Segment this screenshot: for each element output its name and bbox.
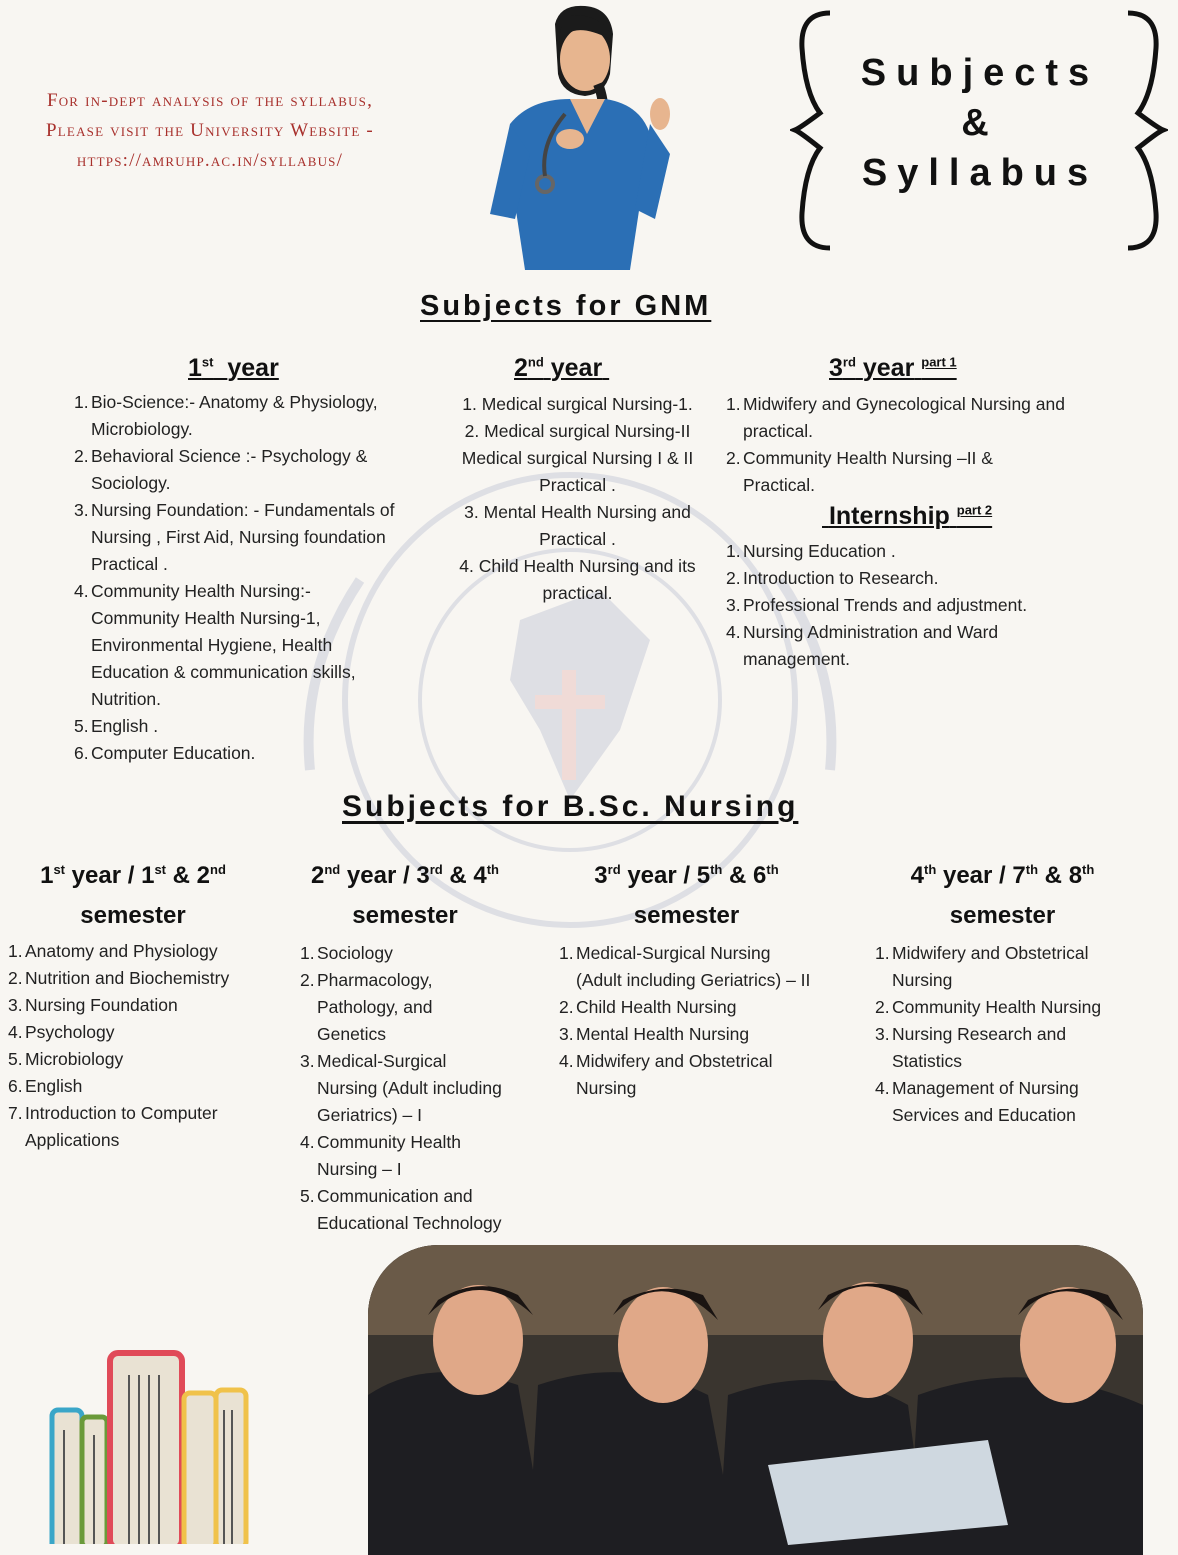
- gnm-year1-list: [74, 389, 419, 767]
- gnm-year1-heading: [188, 354, 279, 383]
- list-item: 3. Nursing Research and Statistics: [875, 1024, 1067, 1071]
- list-item: 1. Midwifery and Obstetrical Nursing: [875, 943, 1089, 990]
- list-item: 2. Pharmacology, Pathology, and Genetics: [300, 970, 433, 1044]
- list-item: 6. Computer Education.: [74, 743, 256, 763]
- list-item: 2. Introduction to Research.: [726, 568, 939, 588]
- list-item: 4. Community Health Nursing – I: [300, 1132, 461, 1179]
- list-item: 4. Management of Nursing Services and Education: [875, 1078, 1079, 1125]
- list-item: 7. Introduction to Computer Applications: [8, 1103, 218, 1150]
- list-item: 2. Nutrition and Biochemistry: [8, 968, 230, 988]
- bsc-year2-column: [300, 850, 530, 1237]
- list-item: 5. English .: [74, 716, 159, 736]
- bsc-year2-heading: 2nd year / 3rd & 4th semester: [311, 862, 499, 929]
- year-label: year: [550, 354, 603, 382]
- bsc-year1-column: [8, 850, 258, 1154]
- list-item: 4. Midwifery and Obstetrical Nursing: [559, 1051, 773, 1098]
- list-item: 3. Nursing Foundation: - Fundamentals of Nursing , First Aid, Nursing foundation Practical .: [74, 500, 395, 574]
- internship-list: [726, 538, 1066, 673]
- part-label: part 2: [956, 502, 993, 518]
- year-number: 2: [514, 354, 528, 382]
- year-suffix: rd: [842, 354, 856, 370]
- internship-label: Internship: [828, 502, 950, 530]
- list-item: 3. Mental Health Nursing: [559, 1024, 750, 1044]
- list-item: 4. Child Health Nursing and its practical.: [459, 556, 696, 603]
- list-item: 5. Microbiology: [8, 1049, 124, 1069]
- year-number: 1: [188, 354, 202, 382]
- bsc-year3-column: [559, 850, 834, 1102]
- students-photo: [368, 1245, 1143, 1555]
- year-number: 3: [829, 354, 843, 382]
- list-item: 1. Medical-Surgical Nursing (Adult including Geriatrics) – II: [559, 943, 811, 990]
- gnm-year2-heading: [514, 354, 609, 383]
- list-item: 3. Nursing Foundation: [8, 995, 178, 1015]
- gnm-year2-list: [445, 391, 710, 607]
- notice-line-2: Please visit the University Website -: [46, 120, 374, 141]
- list-item: 5. Communication and Educational Technology: [300, 1186, 502, 1233]
- notice-line-1: For in-dept analysis of the syllabus,: [46, 90, 374, 111]
- gnm-year3-list: [726, 391, 1066, 499]
- books-illustration: [44, 1345, 259, 1544]
- list-item: 2. Child Health Nursing: [559, 997, 737, 1017]
- year-suffix: st: [201, 354, 214, 370]
- page-title: [830, 48, 1130, 198]
- nurse-illustration: [470, 4, 690, 270]
- list-item: 3. Mental Health Nursing and Practical .: [464, 502, 691, 549]
- notice-url[interactable]: https://amruhp.ac.in/syllabus/: [76, 150, 344, 171]
- gnm-year3-heading: [829, 354, 957, 383]
- list-item: 1. Bio-Science:- Anatomy & Physiology, Microbiology.: [74, 392, 378, 439]
- internship-heading: [822, 502, 992, 531]
- gnm-heading: Subjects for GNM: [420, 290, 712, 322]
- list-item: 2. Community Health Nursing: [875, 997, 1102, 1017]
- bsc-year4-column: [875, 850, 1135, 1129]
- list-item: 4. Community Health Nursing:- Community Health Nursing-1, Environmental Hygiene, Health Education & communication skills, Nutrition.: [74, 581, 356, 709]
- title-ampersand: &: [961, 102, 999, 144]
- list-item: 2. Community Health Nursing –II & Practical.: [726, 448, 993, 495]
- list-item: 6. English: [8, 1076, 83, 1096]
- list-item: 4. Nursing Administration and Ward management.: [726, 622, 999, 669]
- bsc-year4-heading: 4th year / 7th & 8th semester: [910, 862, 1095, 929]
- part-label: part 1: [921, 354, 957, 370]
- bsc-heading: Subjects for B.Sc. Nursing: [342, 790, 799, 823]
- list-item: 1. Nursing Education .: [726, 541, 896, 561]
- list-item: 2. Medical surgical Nursing-II Medical surgical Nursing I & II Practical .: [461, 421, 694, 495]
- year-label: year: [862, 354, 915, 382]
- students-photo-image: [368, 1245, 1143, 1555]
- year-suffix: nd: [527, 354, 544, 370]
- bsc-year4-list: [875, 940, 1135, 1129]
- list-item: 3. Professional Trends and adjustment.: [726, 595, 1028, 615]
- bsc-year3-heading: 3rd year / 5th & 6th semester: [594, 862, 779, 929]
- list-item: 4. Psychology: [8, 1022, 115, 1042]
- bsc-year3-list: [559, 940, 834, 1102]
- bsc-year2-list: [300, 940, 530, 1237]
- syllabus-notice: [10, 86, 410, 176]
- list-item: 1. Midwifery and Gynecological Nursing and practical.: [726, 394, 1065, 441]
- title-subjects: Subjects: [860, 52, 1100, 94]
- list-item: 1. Anatomy and Physiology: [8, 941, 218, 961]
- list-item: 1. Sociology: [300, 943, 393, 963]
- bsc-year1-heading: 1st year / 1st & 2nd semester: [40, 862, 226, 929]
- bsc-year1-list: [8, 938, 258, 1154]
- title-syllabus: Syllabus: [861, 152, 1099, 194]
- list-item: 3. Medical-Surgical Nursing (Adult including Geriatrics) – I: [300, 1051, 502, 1125]
- list-item: 2. Behavioral Science :- Psychology & Sociology.: [74, 446, 368, 493]
- list-item: 1. Medical surgical Nursing-1.: [462, 394, 693, 414]
- year-label: year: [227, 354, 279, 382]
